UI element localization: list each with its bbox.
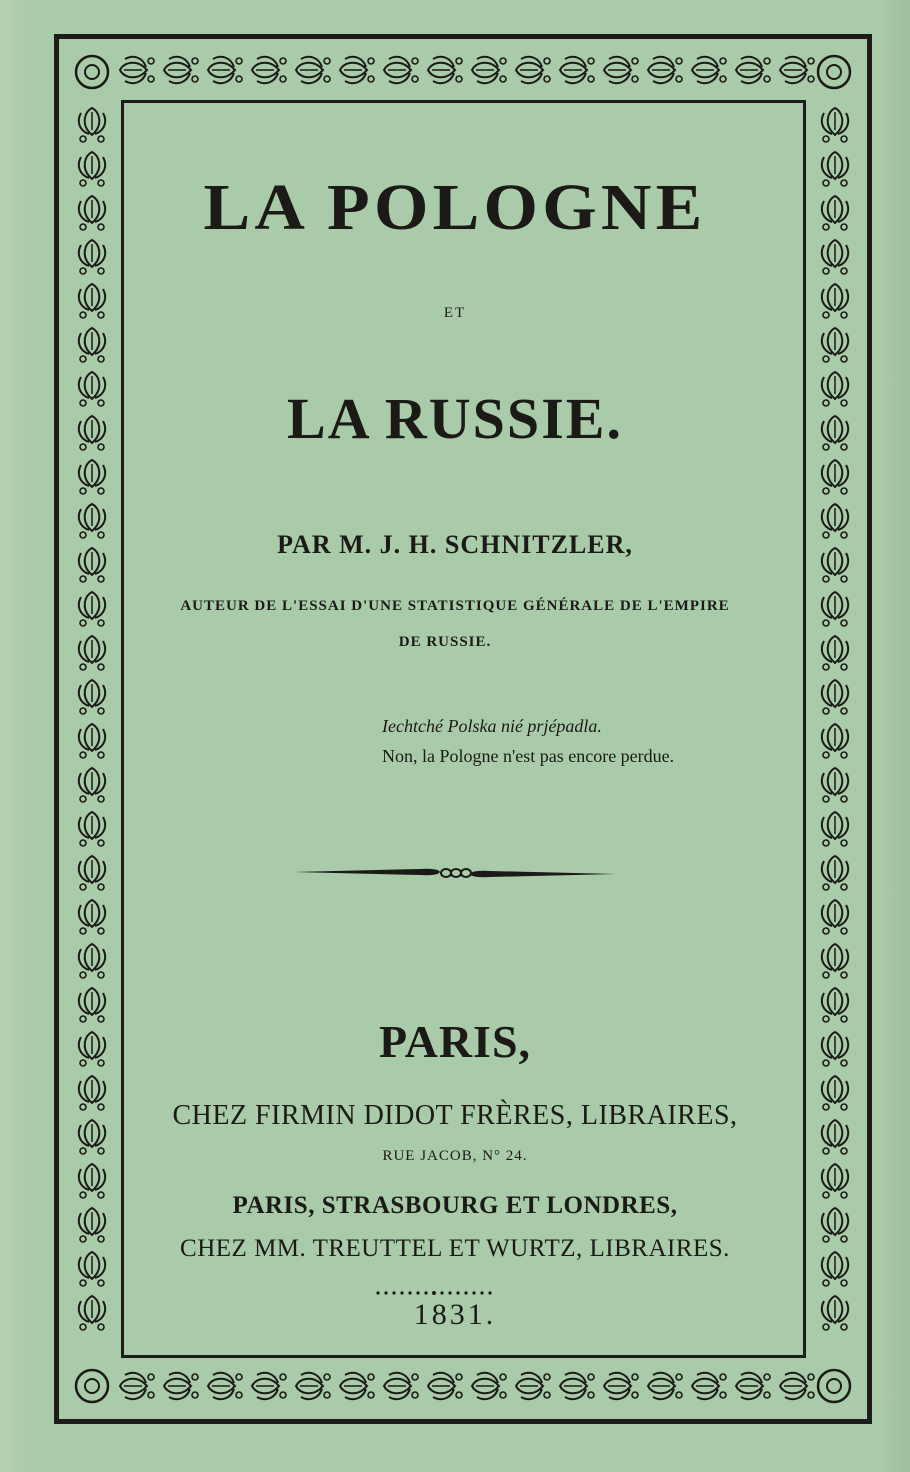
imprint-year: 1831. (413, 1298, 497, 1331)
title-conjunction: ET (443, 305, 467, 321)
title-line-2: LA RUSSIE. (287, 386, 623, 451)
imprint-city: PARIS, (378, 1016, 532, 1067)
author-name: PAR M. J. H. SCHNITZLER, (277, 530, 633, 559)
ornamental-rule-icon (290, 860, 620, 890)
title-line-1: LA POLOGNE (203, 171, 707, 244)
imprint-cities-2: PARIS, STRASBOURG ET LONDRES, (232, 1192, 678, 1219)
imprint-publisher-2: CHEZ MM. TREUTTEL ET WURTZ, LIBRAIRES. (180, 1235, 730, 1262)
author-description-line-1: AUTEUR DE L'ESSAI D'UNE STATISTIQUE GÉNÉRALE DE L'EMPIRE (180, 598, 730, 614)
epigraph-translation: Non, la Pologne n'est pas encore perdue. (382, 746, 675, 766)
author-description-line-2: DE RUSSIE. (398, 634, 492, 650)
imprint-publisher-1-address: RUE JACOB, N° 24. (382, 1148, 528, 1164)
epigraph-original: Iechtché Polska nié prjépadla. (382, 716, 602, 736)
imprint-publisher-1: CHEZ FIRMIN DIDOT FRÈRES, LIBRAIRES, (172, 1100, 738, 1131)
